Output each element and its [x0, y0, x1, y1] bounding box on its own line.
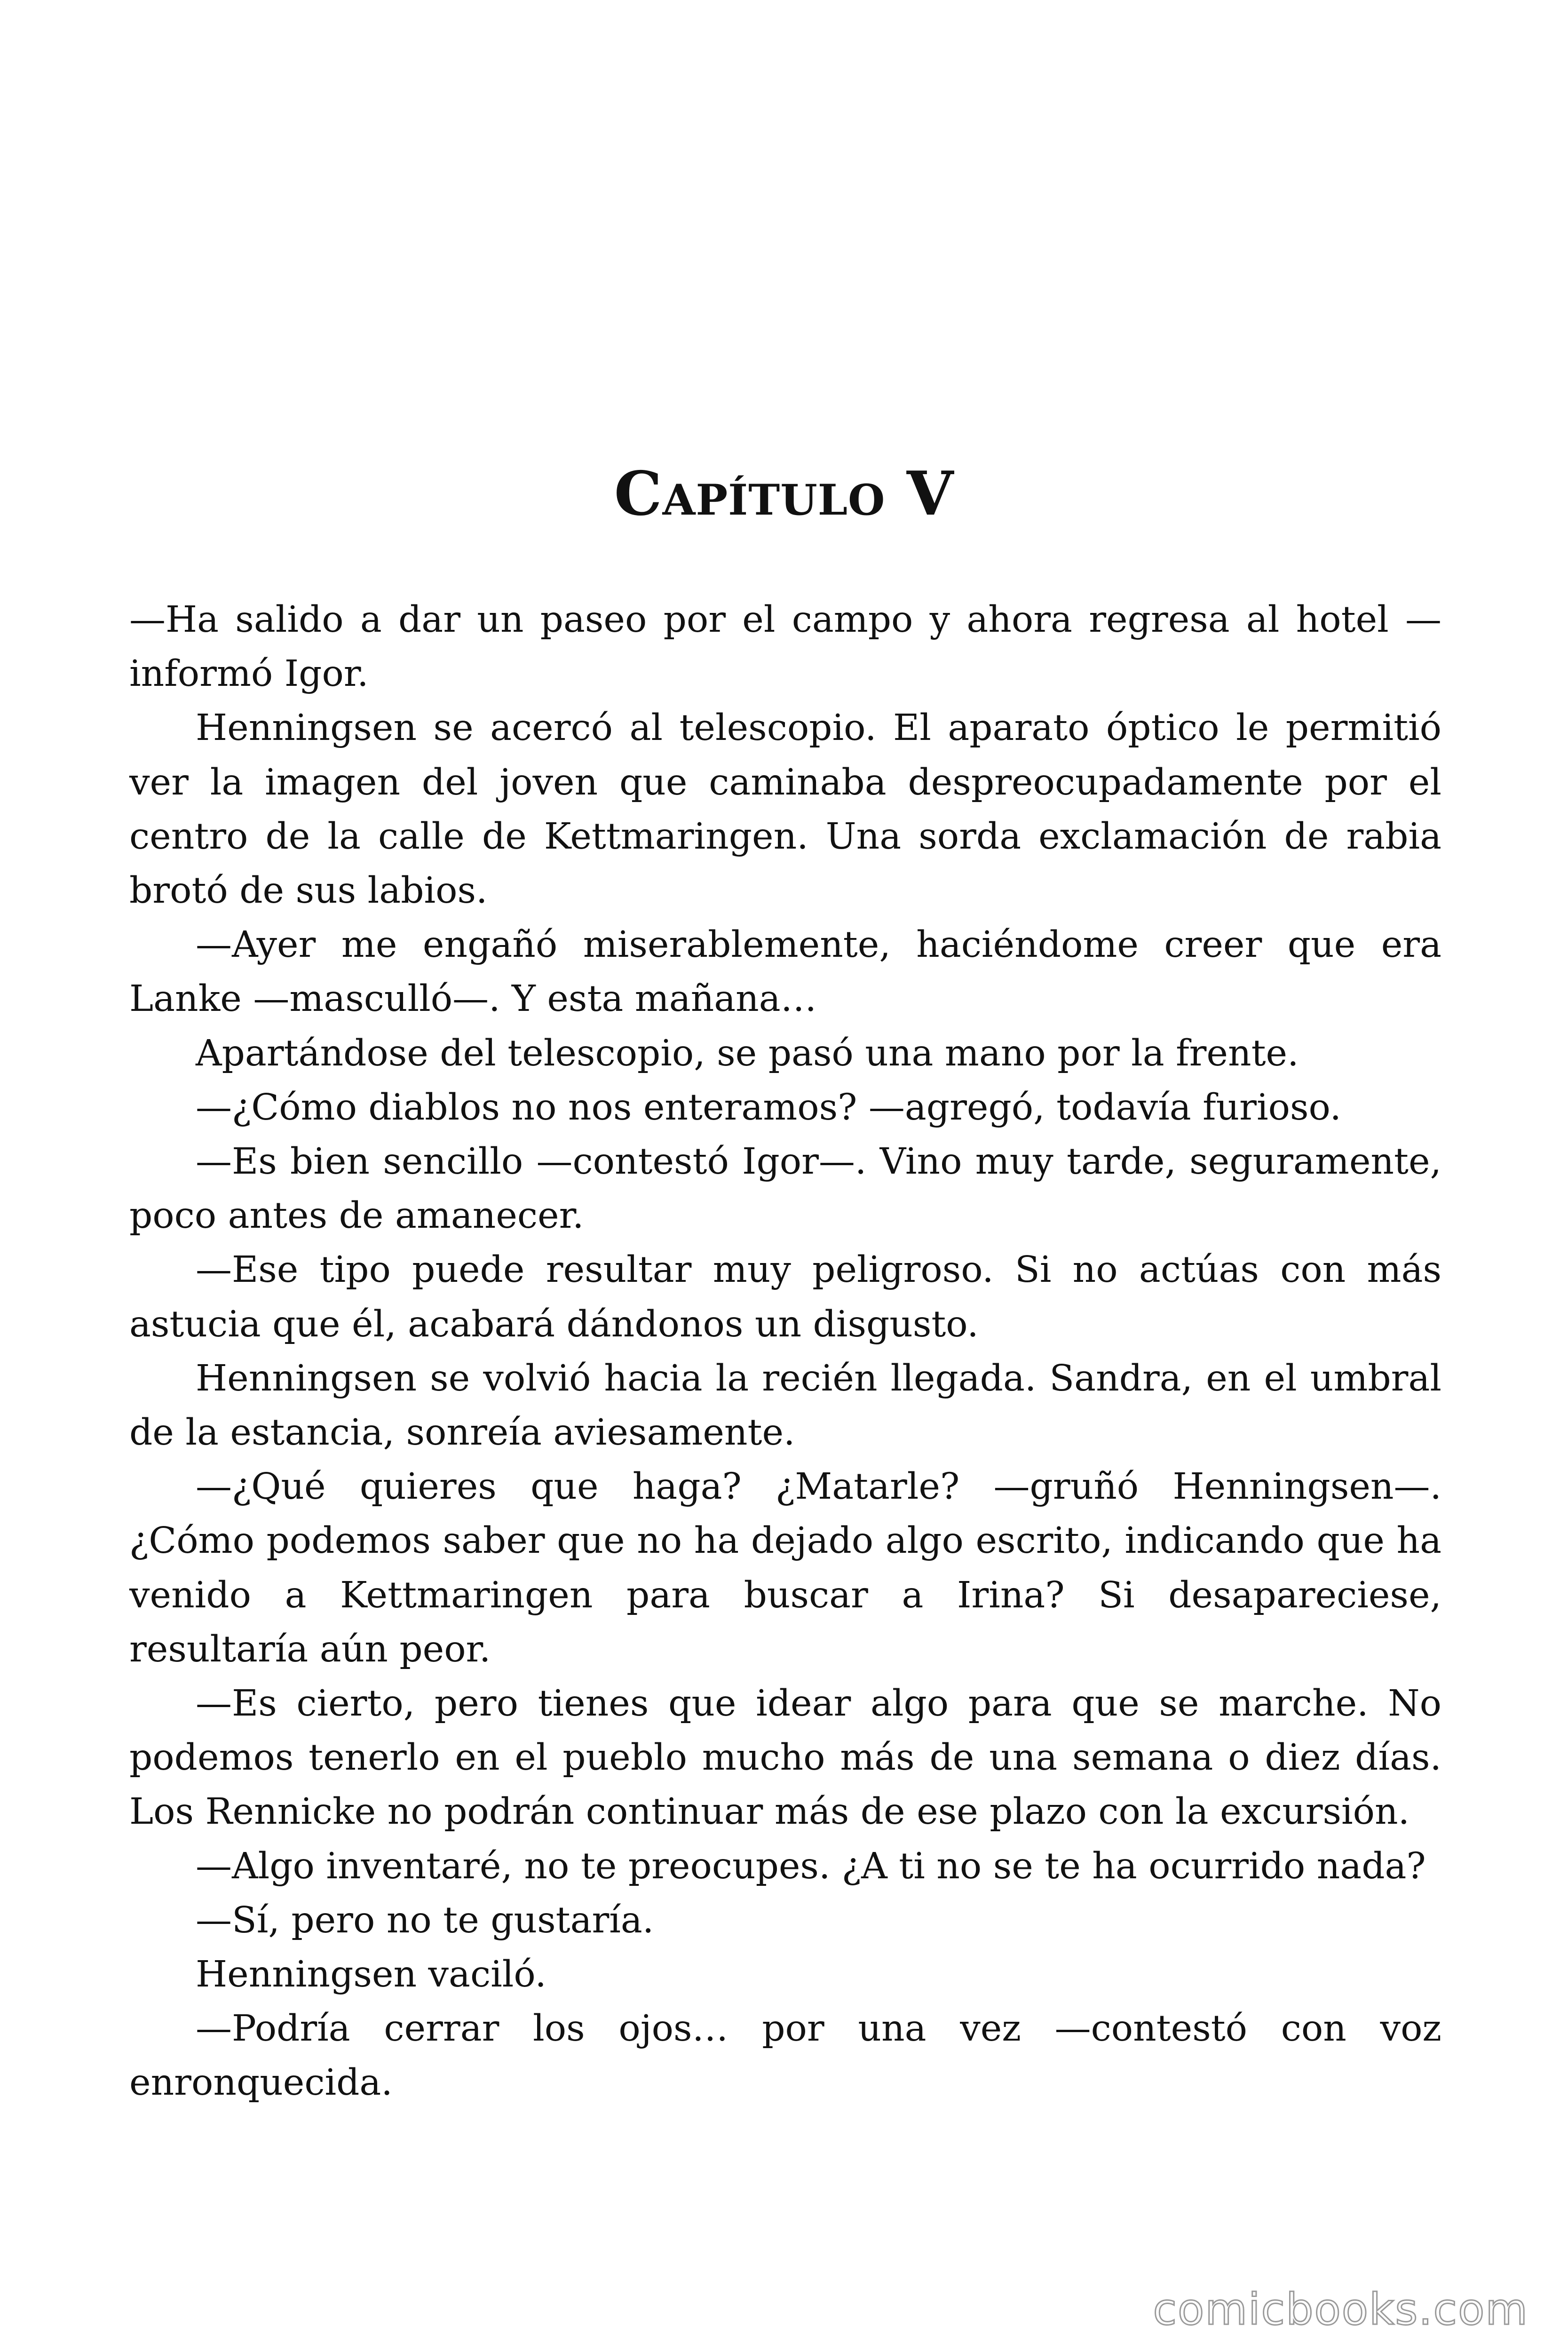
- paragraph: —Ayer me engañó miserablemente, haciéndome creer que era Lanke —mascullό—. Y esta mañana…: [129, 924, 1441, 1020]
- paragraph: —¿Cómo diablos no nos enteramos? —agregó, todavía furioso.: [196, 1086, 1341, 1128]
- paragraph: —Algo inventaré, no te preocupes. ¿A ti no se te ha ocurrido nada?: [196, 1845, 1426, 1887]
- paragraph: Henningsen vaciló.: [196, 1954, 546, 1996]
- paragraph: —Es cierto, pero tienes que idear algo para que se marche. No podemos tenerlo en el pueblo mucho más de una semana o diez días. Los Rennicke no podrán continuar más de ese plazo con la excursión.: [129, 1683, 1441, 1833]
- paragraph: —¿Qué quieres que haga? ¿Matarle? —gruñó Henningsen—. ¿Cómo podemos saber que no ha dejado algo escrito, indicando que ha venido a Kettmaringen para buscar a Irina? Si desapareciese, resultaría aún peor.: [129, 1466, 1441, 1670]
- paragraph: Henningsen se volvió hacia la recién llegada. Sandra, en el umbral de la estancia, sonreía aviesamente.: [129, 1357, 1441, 1454]
- paragraph: Apartándose del telescopio, se pasó una mano por la frente.: [196, 1032, 1299, 1074]
- paragraph: —Es bien sencillo —contestó Igor—. Vino muy tarde, seguramente, poco antes de amanecer.: [129, 1141, 1441, 1237]
- site-watermark: comicbooks.com: [1153, 2284, 1528, 2335]
- paragraph: Henningsen se acercó al telescopio. El aparato óptico le permitió ver la imagen del joven que caminaba despreocupadamente por el centro de la calle de Kettmaringen. Una sorda exclamación de rabia brotó de sus labios.: [129, 707, 1441, 912]
- paragraph: —Podría cerrar los ojos… por una vez —contestó con voz enronquecida.: [129, 2008, 1441, 2104]
- paragraph: —Ese tipo puede resultar muy peligroso. Si no actúas con más astucia que él, acabará dándonos un disgusto.: [129, 1249, 1441, 1345]
- paragraph: —Ha salido a dar un paseo por el campo y ahora regresa al hotel —informó Igor.: [129, 599, 1441, 695]
- chapter-body: [129, 593, 1441, 2110]
- paragraph: —Sí, pero no te gustaría.: [196, 1899, 654, 1941]
- chapter-title: Capítulo V: [614, 459, 954, 529]
